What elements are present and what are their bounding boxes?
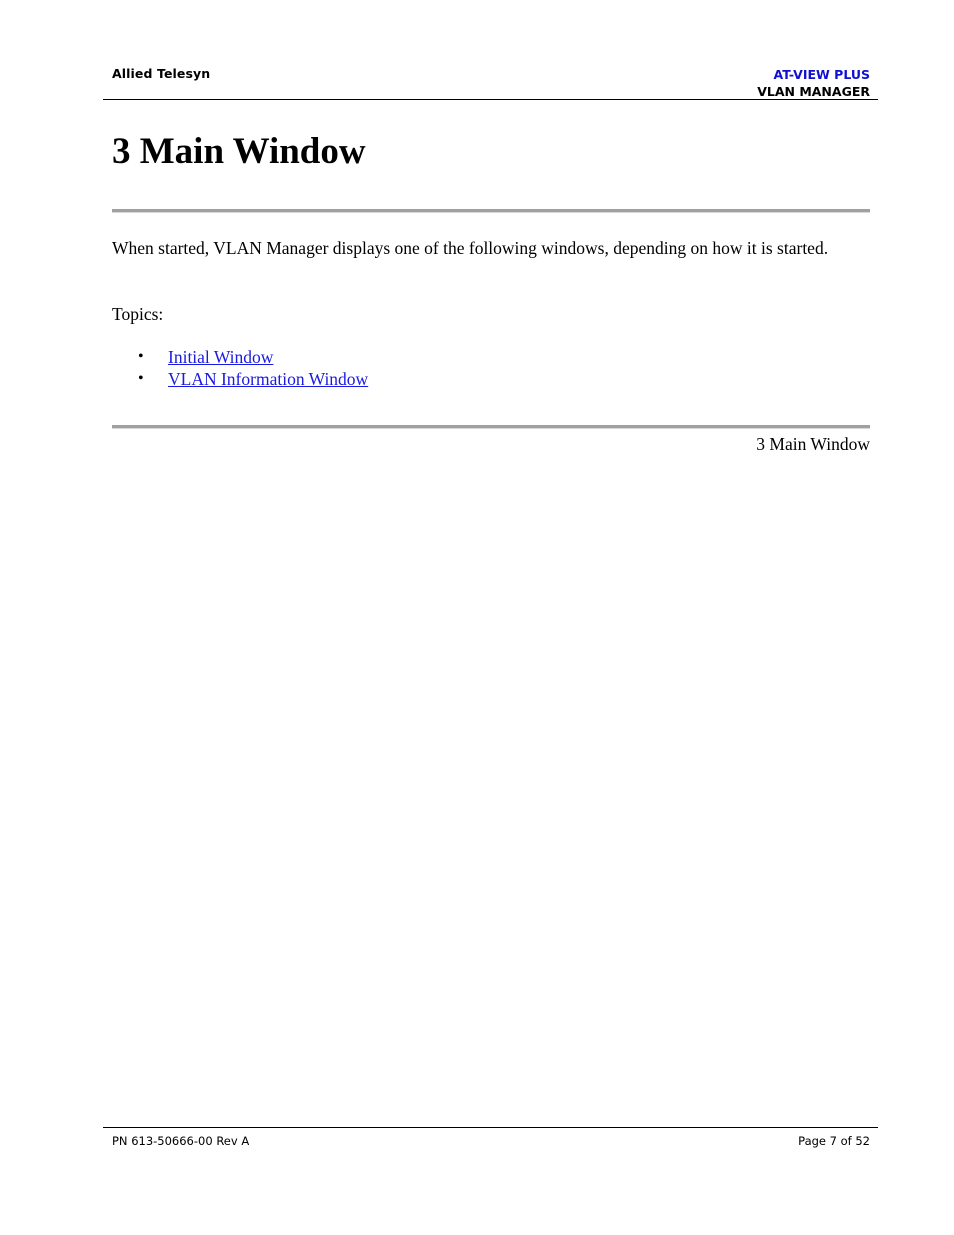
header-product-block <box>757 66 870 100</box>
section-divider-bottom <box>112 425 870 429</box>
product-name: AT-VIEW PLUS <box>773 67 870 82</box>
intro-paragraph: When started, VLAN Manager displays one of the following windows, depending on how it is started. <box>112 238 829 258</box>
page-footer <box>103 1127 878 1152</box>
page-header <box>103 62 878 100</box>
section-divider-top <box>112 209 870 213</box>
page-number: Page 7 of 52 <box>798 1134 870 1148</box>
section-footer-label: 3 Main Window <box>756 434 870 454</box>
topic-list <box>112 346 368 390</box>
bullet-icon: • <box>138 370 144 387</box>
bullet-icon: • <box>138 348 144 365</box>
part-number: PN 613-50666-00 Rev A <box>112 1134 250 1148</box>
topics-label: Topics: <box>112 304 164 324</box>
module-name: VLAN MANAGER <box>757 84 870 99</box>
link-vlan-information-window[interactable]: VLAN Information Window <box>168 369 369 389</box>
link-initial-window[interactable]: Initial Window <box>168 347 274 367</box>
page-title: 3 Main Window <box>112 131 366 172</box>
list-item <box>112 368 368 390</box>
list-item <box>112 346 368 368</box>
company-name: Allied Telesyn <box>112 66 211 81</box>
